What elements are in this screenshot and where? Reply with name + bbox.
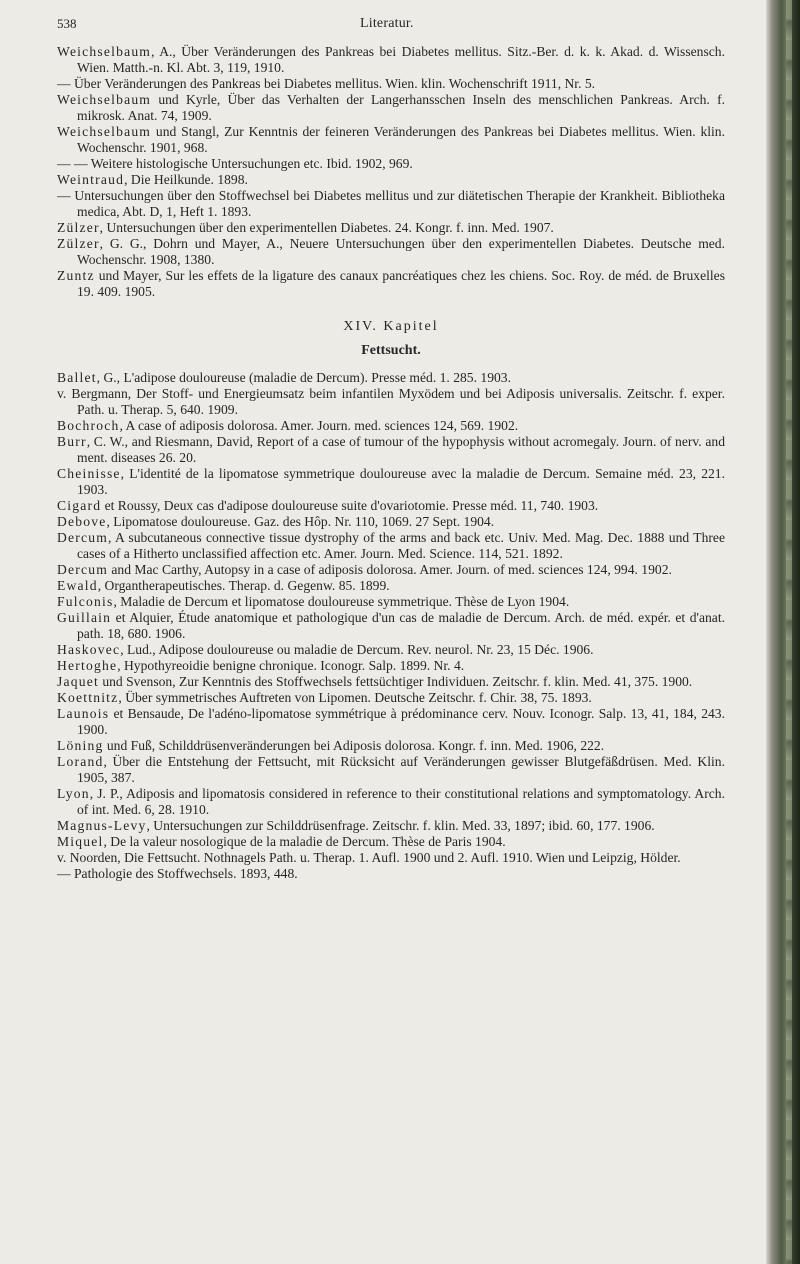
reference-entry [57,386,725,418]
running-head: Literatur. [360,16,414,31]
reference-author: Zuntz [57,268,95,283]
reference-text: , Lud., Adipose douloureuse ou maladie de Dercum. Rev. neurol. Nr. 23, 15 Déc. 1906. [120,642,594,657]
reference-entry [57,76,725,92]
reference-author: Weichselbaum [57,124,152,139]
reference-text: , Untersuchungen zur Schilddrüsenfrage. Zeitschr. f. klin. Med. 33, 1897; ibid. 60, 177. 1906. [146,818,655,833]
reference-author: Hertoghe [57,658,118,673]
page-edge-shadow [766,0,800,1264]
reference-author: Zülzer [57,220,100,235]
reference-text: , Maladie de Dercum et lipomatose douloureuse symmetrique. Thèse de Lyon 1904. [113,594,570,609]
reference-author: Ewald [57,578,98,593]
reference-author: Cheinisse [57,466,121,481]
reference-list-diabetes [57,44,725,300]
reference-author: Magnus-Levy [57,818,147,833]
reference-author: Bochroch [57,418,120,433]
reference-entry [57,370,725,386]
reference-entry [57,818,725,834]
reference-author: Burr [57,434,87,449]
reference-entry [57,172,725,188]
reference-author: Miquel [57,834,104,849]
reference-author: Löning [57,738,104,753]
reference-entry [57,834,725,850]
reference-entry [57,850,725,866]
page-number: 538 [57,16,77,31]
reference-text: und Mayer, Sur les effets de la ligature des canaux pancréatiques chez les chiens. Soc. Roy. de méd. de Bruxelles 19. 409. 1905. [77,268,725,299]
reference-text: — Untersuchungen über den Stoffwechsel bei Diabetes mellitus und zur diätetischen Therapie der Krankheit. Bibliotheka medica, Abt. D, 1, Heft 1. 1893. [57,188,725,219]
reference-entry [57,236,725,268]
reference-entry [57,188,725,220]
reference-author: Cigard [57,498,102,513]
reference-author: Debove [57,514,107,529]
reference-text: , Untersuchungen über den experimentellen Diabetes. 24. Kongr. f. inn. Med. 1907. [99,220,554,235]
reference-author: Dercum [57,562,108,577]
reference-entry [57,754,725,786]
reference-text: und Fuß, Schilddrüsenveränderungen bei Adiposis dolorosa. Kongr. f. inn. Med. 1906, 222. [103,738,605,753]
reference-text: , G., L'adipose douloureuse (maladie de Dercum). Presse méd. 1. 285. 1903. [96,370,511,385]
reference-text: , G. G., Dohrn und Mayer, A., Neuere Untersuchungen über den experimentellen Diabetes. Deutsche med. Wochenschr. 1908, 1380. [77,236,725,267]
chapter-title: Fettsucht. [361,343,421,358]
reference-author: Launois [57,706,110,721]
reference-text: v. Bergmann, Der Stoff- und Energieumsatz beim infantilen Myxödem und bei Adiposis universalis. Zeitschr. f. exper. Path. u. Therap. 5, 640. 1909. [57,386,725,417]
reference-entry [57,866,725,882]
reference-author: Zülzer [57,236,100,251]
reference-entry [57,594,725,610]
reference-text: — — Weitere histologische Untersuchungen etc. Ibid. 1902, 969. [57,156,413,171]
reference-entry [57,514,725,530]
reference-entry [57,706,725,738]
reference-entry [57,690,725,706]
reference-author: Dercum [57,530,108,545]
reference-entry [57,418,725,434]
reference-entry [57,578,725,594]
reference-text: — Über Veränderungen des Pankreas bei Diabetes mellitus. Wien. klin. Wochenschrift 1911, Nr. 5. [57,76,596,91]
reference-text: , A., Über Veränderungen des Pankreas bei Diabetes mellitus. Sitz.-Ber. d. k. k. Akad. d. Wissensch. Wien. Matth.-n. Kl. Abt. 3, 119, 1910. [77,44,725,75]
reference-text: v. Noorden, Die Fettsucht. Nothnagels Path. u. Therap. 1. Aufl. 1900 und 2. Aufl. 1910. Wien und Leipzig, Hölder. [57,850,681,865]
reference-text: , A case of adiposis dolorosa. Amer. Journ. med. sciences 124, 569. 1902. [119,418,519,433]
reference-text: , C. W., and Riesmann, David, Report of a case of tumour of the hypophysis without acromegaly. Journ. of nerv. and ment. diseases 26. 20. [77,434,725,465]
reference-entry [57,610,725,642]
reference-entry [57,642,725,658]
reference-entry [57,674,725,690]
reference-author: Weintraud [57,172,125,187]
reference-author: Koettnitz [57,690,119,705]
reference-text: , De la valeur nosologique de la maladie de Dercum. Thèse de Paris 1904. [103,834,506,849]
reference-text: , Lipomatose douloureuse. Gaz. des Hôp. Nr. 110, 1069. 27 Sept. 1904. [106,514,495,529]
reference-author: Fulconis [57,594,114,609]
reference-author: Weichselbaum [57,92,152,107]
chapter-heading: XIV. Kapitel [343,319,439,334]
reference-author: Ballet [57,370,97,385]
reference-text: et Alquier, Étude anatomique et pathologique d'un cas de maladie de Dercum. Arch. de méd. expér. et d'anat. path. 18, 680. 1906. [77,610,725,641]
reference-text: , Organtherapeutisches. Therap. d. Gegenw. 85. 1899. [97,578,390,593]
reference-entry [57,530,725,562]
reference-entry [57,738,725,754]
reference-list-fettsucht [57,370,725,882]
reference-entry [57,124,725,156]
reference-text: , L'identité de la lipomatose symmetrique douloureuse avec la maladie de Dercum. Semaine méd. 23, 221. 1903. [77,466,725,497]
reference-entry [57,220,725,236]
reference-entry [57,92,725,124]
reference-text: und Stangl, Zur Kenntnis der feineren Veränderungen des Pankreas bei Diabetes mellitus. Wien. klin. Wochenschr. 1901, 968. [77,124,725,155]
reference-entry [57,658,725,674]
reference-author: Lorand [57,754,104,769]
reference-entry [57,562,725,578]
reference-text: , Hypothyreoidie benigne chronique. Iconogr. Salp. 1899. Nr. 4. [117,658,465,673]
reference-entry [57,786,725,818]
reference-author: Guillain [57,610,112,625]
reference-text: , Über die Entstehung der Fettsucht, mit Rücksicht auf Veränderungen gewisser Blutgefäßdrüsen. Med. Klin. 1905, 387. [77,754,725,785]
page-content [57,44,725,882]
reference-text: , Über symmetrisches Auftreten von Lipomen. Deutsche Zeitschr. f. Chir. 38, 75. 1893. [118,690,592,705]
reference-text: , Die Heilkunde. 1898. [124,172,248,187]
reference-text: , A subcutaneous connective tissue dystrophy of the arms and back etc. Univ. Med. Mag. Dec. 1888 und Three cases of a Hitherto unclassified affection etc. Amer. Journ. Med. Science. 114, 521. 1892. [77,530,725,561]
reference-entry [57,434,725,466]
reference-text: und Kyrle, Über das Verhalten der Langerhansschen Inseln des menschlichen Pankreas. Arch. f. mikrosk. Anat. 74, 1909. [77,92,725,123]
reference-author: Lyon [57,786,90,801]
reference-text: et Bensaude, De l'adéno-lipomatose symmétrique à prédominance cerv. Nouv. Iconogr. Salp. 13, 41, 184, 243. 1900. [77,706,725,737]
page-edge-binding [786,0,792,1264]
reference-text: , J. P., Adiposis and lipomatosis considered in reference to their constitutional relations and symptomatology. Arch. of int. Med. 6, 28. 1910. [77,786,725,817]
reference-entry [57,156,725,172]
reference-text: et Roussy, Deux cas d'adipose douloureuse suite d'ovariotomie. Presse méd. 11, 740. 1903. [101,498,599,513]
reference-author: Haskovec [57,642,121,657]
reference-author: Weichselbaum [57,44,152,59]
reference-entry [57,498,725,514]
reference-entry [57,268,725,300]
reference-text: and Mac Carthy, Autopsy in a case of adiposis dolorosa. Amer. Journ. of med. sciences 124, 994. 1902. [107,562,672,577]
reference-entry [57,44,725,76]
reference-author: Jaquet [57,674,99,689]
reference-text: — Pathologie des Stoffwechsels. 1893, 448. [57,866,298,881]
reference-text: und Svenson, Zur Kenntnis des Stoffwechsels fettsüchtiger Individuen. Zeitschr. f. klin. Med. 41, 375. 1900. [98,674,693,689]
reference-entry [57,466,725,498]
